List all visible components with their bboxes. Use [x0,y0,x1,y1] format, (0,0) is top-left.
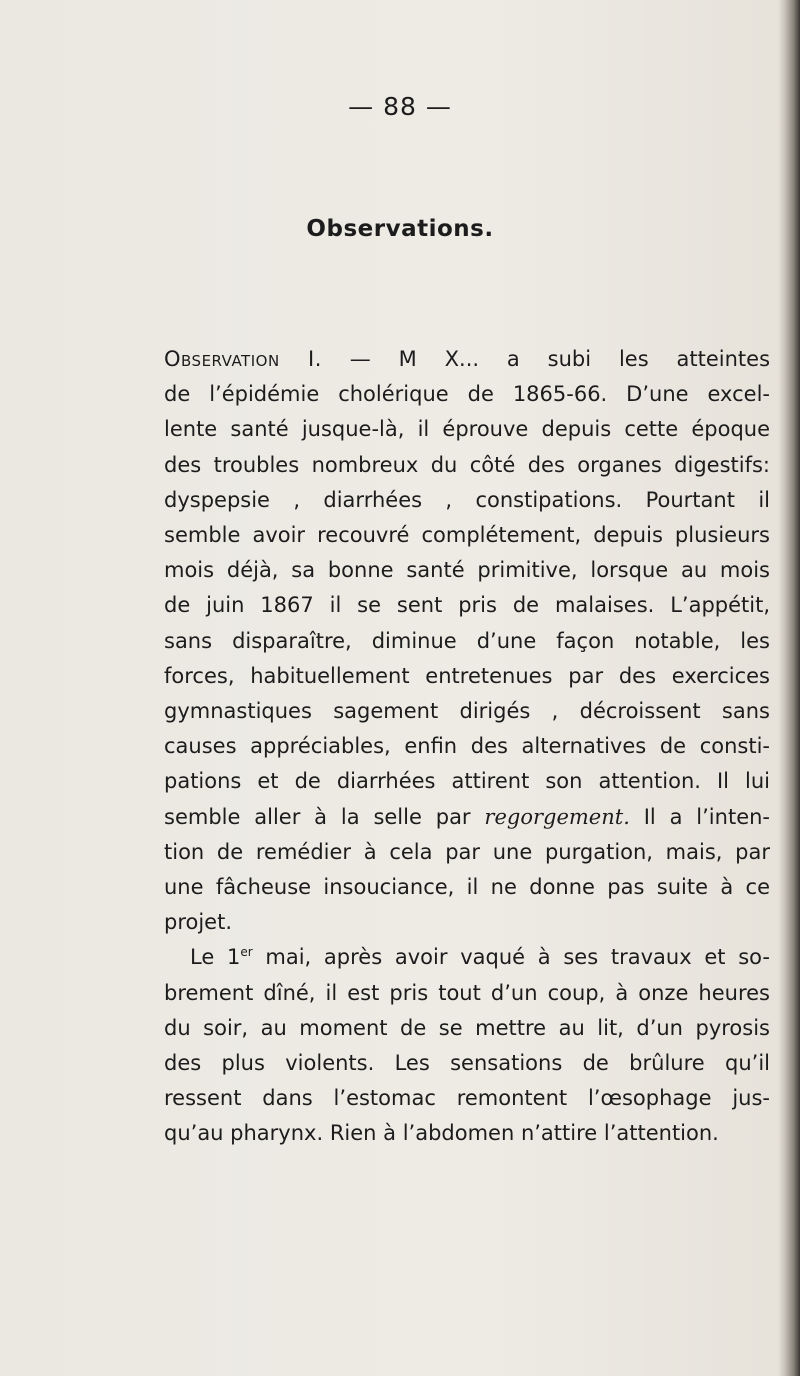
text-line: dyspepsie , diarrhées , constipations. Pourtant il [164,487,770,512]
text-line: ressent dans l’estomac remontent l’œsophage jus- [164,1086,770,1111]
text-line: projet. [164,910,233,935]
text-line: causes appréciables, enfin des alternatives de consti- [164,734,770,759]
text-line: tion de remédier à cela par une purgation, mais, par [164,839,770,864]
text-line: brement dîné, il est pris tout d’un coup, à onze heures [164,980,770,1005]
text-line: des troubles nombreux du côté des organes digestifs: [164,452,770,477]
page-number: — 88 — [348,92,452,121]
text-line: mois déjà, sa bonne santé primitive, lorsque au mois [164,558,770,583]
text-line: sans disparaître, diminue d’une façon notable, les [164,628,770,653]
text-line: une fâcheuse insouciance, il ne donne pas suite à ce [164,875,770,900]
text-line: des plus violents. Les sensations de brûlure qu’il [164,1051,770,1076]
text-line: Le 1er mai, après avoir vaqué à ses travaux et so- [190,945,770,970]
text-line: pations et de diarrhées attirent son attention. Il lui [164,769,770,794]
text-line: Observation I. — M X... a subi les atteintes [164,347,771,371]
text-line: du soir, au moment de se mettre au lit, d’un pyrosis [164,1015,770,1040]
observation-text [164,342,770,1152]
text-line: forces, habituellement entretenues par des exercices [164,663,770,688]
text-line: de l’épidémie cholérique de 1865-66. D’une excel- [164,382,770,407]
text-line: qu’au pharynx. Rien à l’abdomen n’attire l’attention. [164,1121,719,1146]
text-line: semble aller à la selle par regorgement. Il a l’inten- [164,804,770,829]
text-line: gymnastiques sagement dirigés , décroissent sans [164,699,770,724]
section-title: Observations. [306,216,494,242]
text-line: lente santé jusque-là, il éprouve depuis cette époque [164,417,770,442]
observation-label: Observation I. [164,347,322,371]
text-line: de juin 1867 il se sent pris de malaises. L’appétit, [164,593,770,618]
page-spine-shadow [778,0,800,1376]
text-line: semble avoir recouvré complétement, depuis plusieurs [164,523,770,548]
italic-term: regorgement. [484,804,630,829]
